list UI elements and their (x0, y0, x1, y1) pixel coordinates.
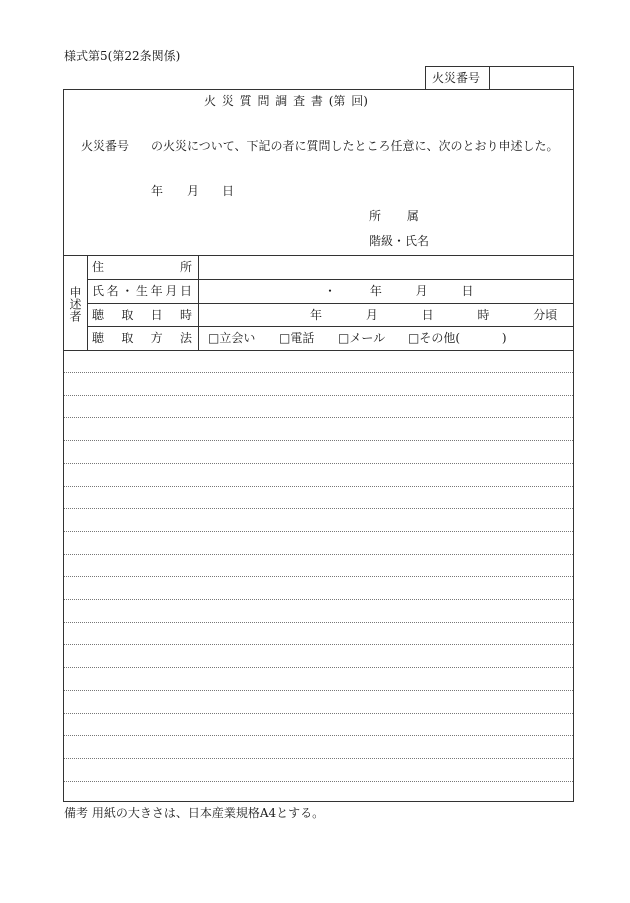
statement-body: の火災について、下記の者に質問したところ任意に、次のとおり申述した。 (151, 139, 559, 153)
form-reference: 様式第5(第22条関係) (64, 49, 181, 63)
ruled-line (64, 781, 573, 782)
footnote: 備考 用紙の大きさは、日本産業規格A4とする。 (64, 806, 325, 820)
report-form (63, 89, 574, 802)
officer-rank-name-label: 階級・氏名 (369, 234, 430, 248)
page-title: 火 災 質 問 調 査 書 (第 回) (204, 94, 368, 108)
ruled-line (64, 417, 573, 418)
ruled-line (64, 395, 573, 396)
fire-number-box (425, 66, 574, 90)
method-option-other[interactable]: □その他( ) (408, 331, 507, 345)
ruled-line (64, 486, 573, 487)
ruled-line (64, 758, 573, 759)
ruled-line (64, 554, 573, 555)
interview-datetime-label: 聴 取 日 時 (92, 308, 192, 322)
ruled-line (64, 599, 573, 600)
ruled-line (64, 713, 573, 714)
officer-affiliation-label: 所 属 (369, 209, 419, 223)
ruled-line (64, 508, 573, 509)
ruled-line (64, 440, 573, 441)
method-option-in-person[interactable]: □立会い (208, 331, 256, 345)
date-day-label: 日 (222, 184, 235, 198)
method-option-phone[interactable]: □電話 (279, 331, 315, 345)
ruled-line (64, 576, 573, 577)
statement-prefix: 火災番号 (81, 139, 130, 153)
method-option-email[interactable]: □メール (338, 331, 386, 345)
name-birthdate-label: 氏名・生年月日 (92, 284, 192, 298)
interview-datetime-value[interactable]: 年 月 日 時 分頃 (310, 308, 558, 322)
ruled-line (64, 667, 573, 668)
declarant-side-label: 申述者 (68, 286, 82, 322)
ruled-line (64, 690, 573, 691)
ruled-line (64, 735, 573, 736)
ruled-line (64, 622, 573, 623)
ruled-line (64, 463, 573, 464)
name-birthdate-value[interactable]: ・ 年 月 日 (324, 284, 474, 298)
ruled-line (64, 372, 573, 373)
date-year-label: 年 (151, 184, 164, 198)
fire-number-label: 火災番号 (432, 71, 481, 85)
date-month-label: 月 (187, 184, 200, 198)
ruled-line (64, 531, 573, 532)
interview-method-label: 聴 取 方 法 (92, 331, 192, 345)
ruled-line (64, 644, 573, 645)
address-label: 住 所 (92, 260, 192, 274)
